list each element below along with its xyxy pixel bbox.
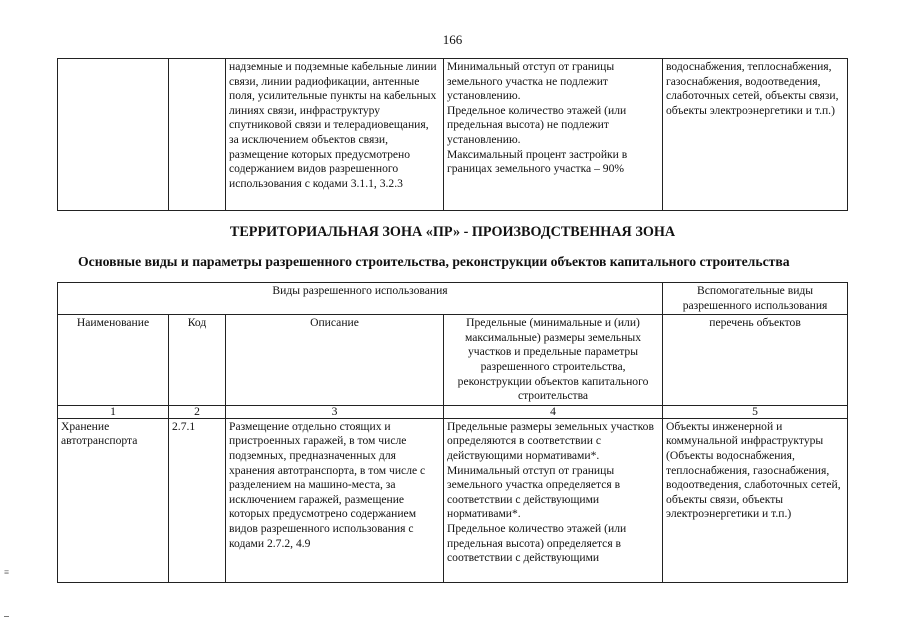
zone-subtitle: Основные виды и параметры разрешенного строительства, реконструкции объектов капитального строительства [78,254,790,269]
column-numbers-row [58,405,848,418]
continuation-table [57,58,848,211]
cell-parameters: Минимальный отступ от границы земельного участка не подлежит установлению. Предельное количество этажей (или предельная высота) не подлежит установлению. Максимальный процент застройки в границах земельного участка – 90% [444,59,663,211]
table-row [58,418,848,582]
header-code: Код [169,315,226,406]
cell-description: надземные и подземные кабельные линии связи, линии радиофикации, антенные поля, усилительные пункты на кабельных линиях связи, инфраструктуру спутниковой связи и телерадиовещания, за исключением объектов связи, размещение которых предусмотрено содержанием видов разрешенного использования с кодами 3.1.1, 3.2.3 [226,59,444,211]
column-number: 3 [226,405,444,418]
column-number: 5 [663,405,848,418]
header-columns-row [58,315,848,406]
header-main-uses: Виды разрешенного использования [58,283,663,315]
cell-description: Размещение отдельно стоящих и пристроенных гаражей, в том числе подземных, предназначенных для хранения автотранспорта, в том числе с разделением на машино-места, за исключением гаражей, размещение которых предусмотрено содержанием видов разрешенного использования с кодами 2.7.2, 4.9 [226,418,444,582]
cell-code [169,59,226,211]
page-number: 166 [442,32,463,47]
header-group-row [58,283,848,315]
margin-mark: ≡ [4,567,10,577]
cell-name [58,59,169,211]
cell-parameters: Предельные размеры земельных участков определяются в соответствии с действующими нормативами*. Минимальный отступ от границы земельного участка определяется в соответствии с действующими нормативами*. Предельное количество этажей (или предельная высота) определяется в соответствии с действующими [444,418,663,582]
header-parameters: Предельные (минимальные и (или) максимальные) размеры земельных участков и предельные параметры разрешенного строительства, реконструкции объектов капитального строительства [444,315,663,406]
column-number: 4 [444,405,663,418]
zone-uses-table [57,282,848,583]
cell-code: 2.7.1 [169,418,226,582]
table-row [58,59,848,211]
cell-objects: Объекты инженерной и коммунальной инфраструктуры (Объекты водоснабжения, теплоснабжения, газоснабжения, водоотведения, слаботочных сетей, объекты связи, объекты электроэнергетики и т.п.) [663,418,848,582]
margin-dash [4,616,9,617]
zone-title: ТЕРРИТОРИАЛЬНАЯ ЗОНА «ПР» - ПРОИЗВОДСТВЕННАЯ ЗОНА [229,224,676,240]
header-aux-uses: Вспомогательные виды разрешенного использования [663,283,848,315]
cell-auxiliary: водоснабжения, теплоснабжения, газоснабжения, водоотведения, слаботочных сетей, объекты связи, объекты электроэнергетики и т.п.) [663,59,848,211]
header-description: Описание [226,315,444,406]
cell-name: Хранение автотранспорта [58,418,169,582]
column-number: 1 [58,405,169,418]
column-number: 2 [169,405,226,418]
header-name: Наименование [58,315,169,406]
header-objects: перечень объектов [663,315,848,406]
